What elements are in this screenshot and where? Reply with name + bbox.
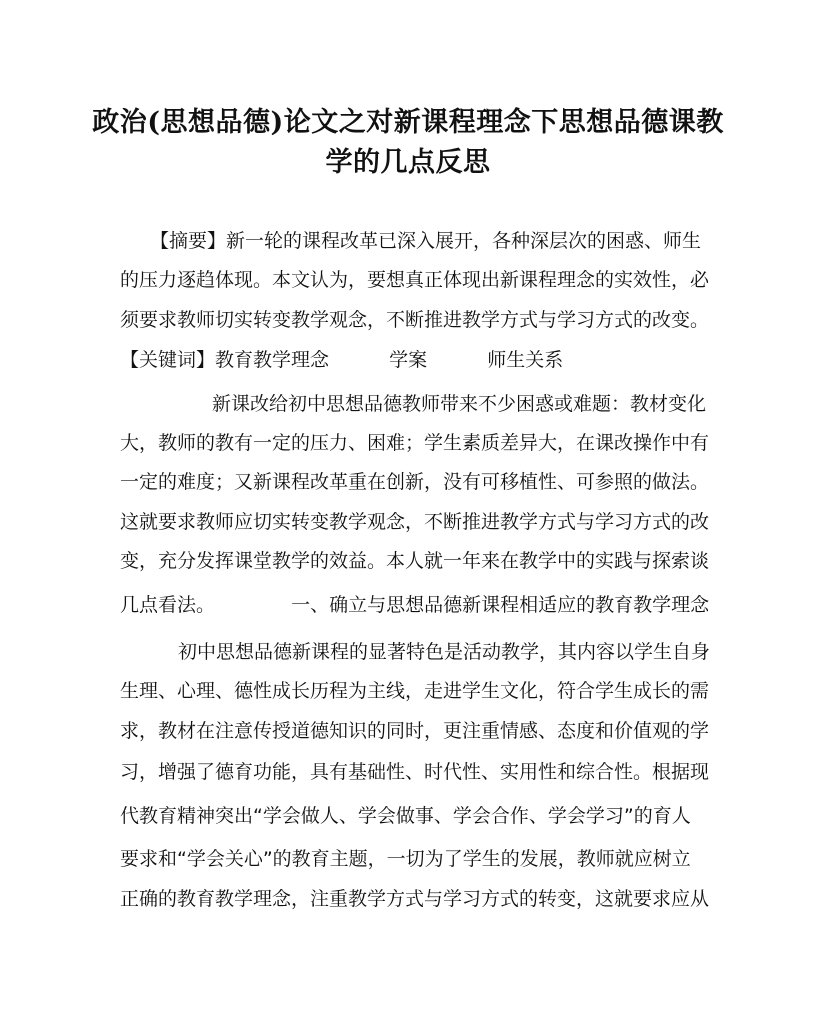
paragraph-2-line-6: 要求和“学会关心”的教育主题，一切为了学生的发展，教师就应树立 (120, 848, 691, 870)
document-title-line-1: 政治(思想品德)论文之对新课程理念下思想品德课教 (92, 107, 724, 138)
keyword-item: 学案 (389, 349, 428, 371)
paragraph-2-line-1: 初中思想品德新课程的显著特色是活动教学，其内容以学生自身 (178, 641, 711, 663)
abstract-line-2: 的压力逐趋体现。本文认为，要想真正体现出新课程理念的实效性，必 (120, 269, 710, 291)
keywords-label: 【关键词】教育教学理念 (120, 349, 330, 371)
keyword-item: 师生关系 (487, 349, 564, 371)
paragraph-1-line-3: 一定的难度；又新课程改革重在创新，没有可移植性、可参照的做法。 (120, 471, 710, 493)
abstract-line-1: 【摘要】新一轮的课程改革已深入展开，各种深层次的困惑、师生 (150, 230, 702, 252)
paragraph-1-line-2: 大，教师的教有一定的压力、困难；学生素质差异大，在课改操作中有 (120, 432, 710, 454)
paragraph-1-line-4: 这就要求教师应切实转变教学观念，不断推进教学方式与学习方式的改 (120, 511, 710, 533)
paragraph-2-line-3: 求，教材在注意传授道德知识的同时，更注重情感、态度和价值观的学 (120, 720, 710, 742)
section-heading: 一、确立与思想品德新课程相适应的教育教学理念 (291, 594, 710, 616)
paragraph-1-end-text: 几点看法。 (120, 594, 216, 616)
document-title-line-2: 学的几点反思 (325, 147, 491, 178)
paragraph-1-line-5: 变，充分发挥课堂教学的效益。本人就一年来在教学中的实践与探索谈 (120, 550, 710, 572)
paragraph-2-line-5: 代教育精神突出“学会做人、学会做事、学会合作、学会学习”的育人 (120, 805, 691, 827)
keywords-line (120, 345, 700, 375)
paragraph-2-line-2: 生理、心理、德性成长历程为主线，走进学生文化，符合学生成长的需 (120, 680, 710, 702)
paragraph-2-line-7: 正确的教育教学理念，注重教学方式与学习方式的转变，这就要求应从 (120, 888, 710, 910)
paragraph-1-line-6 (120, 590, 710, 620)
abstract-line-3: 须要求教师切实转变教学观念，不断推进教学方式与学习方式的改变。 (120, 309, 710, 331)
paragraph-1-line-1: 新课改给初中思想品德教师带来不少困惑或难题：教材变化 (212, 393, 707, 415)
paragraph-2-line-4: 习，增强了德育功能，具有基础性、时代性、实用性和综合性。根据现 (120, 761, 710, 783)
